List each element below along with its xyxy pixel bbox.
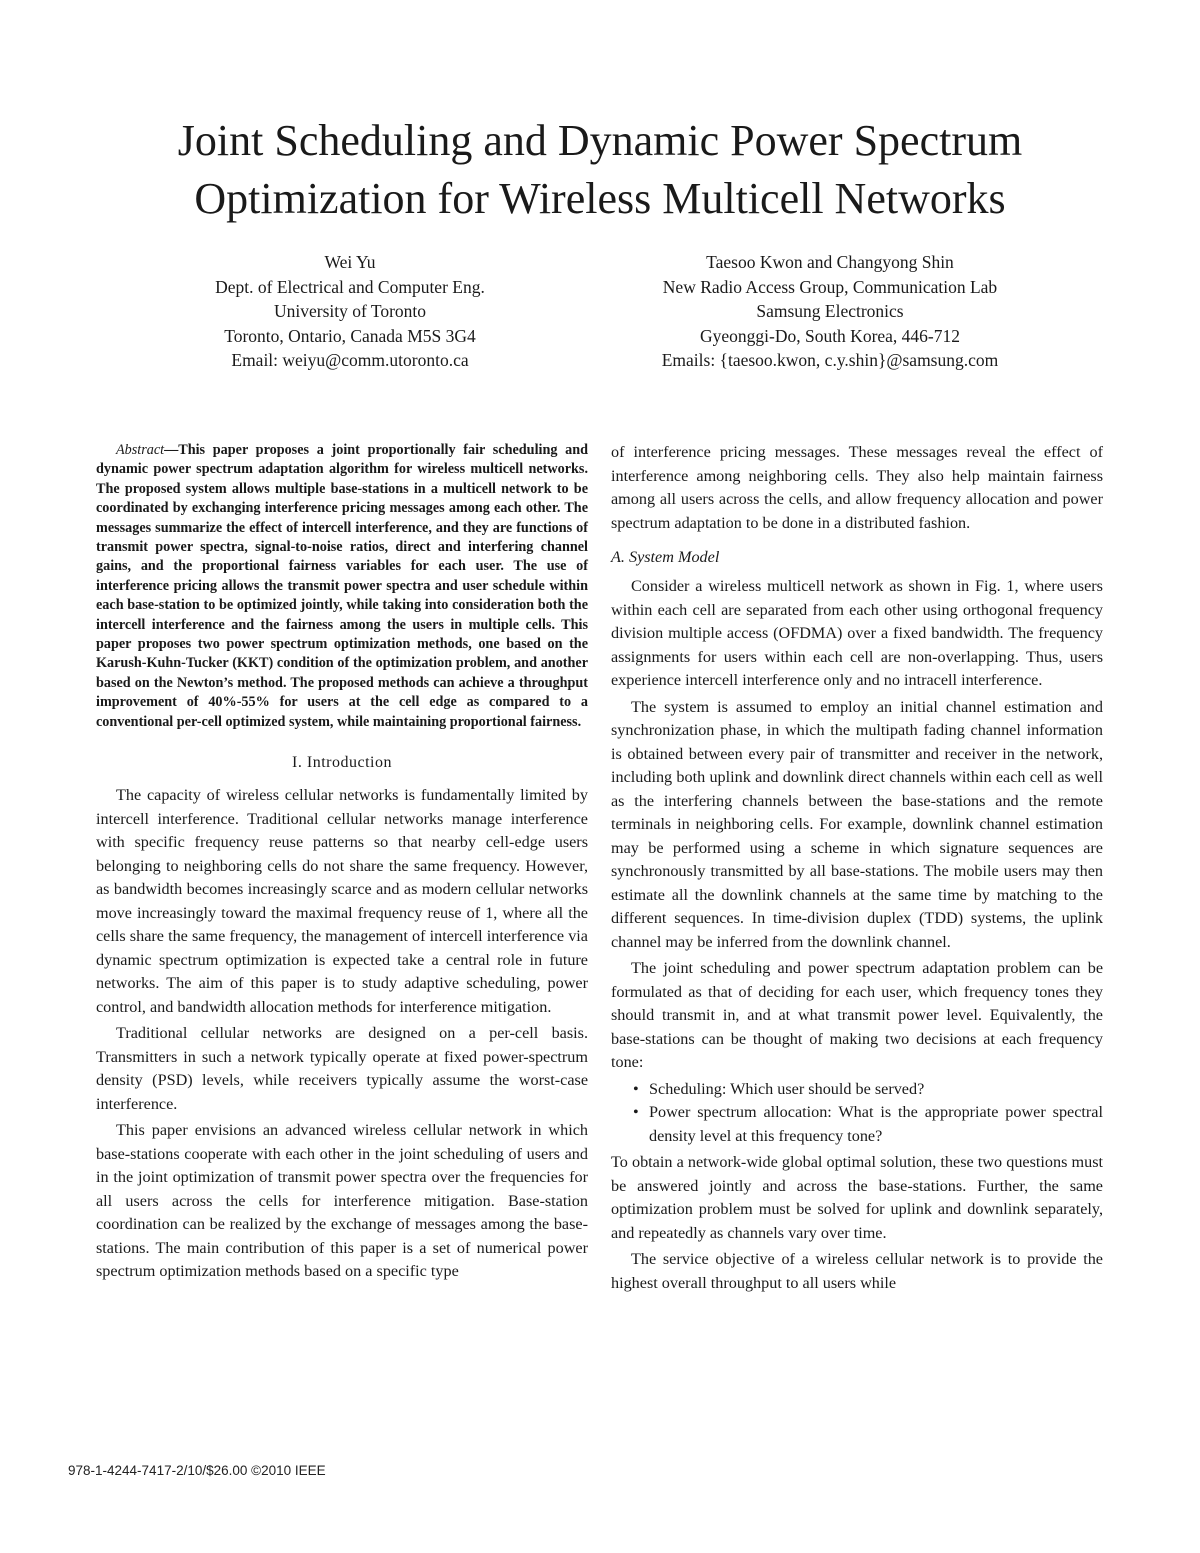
author-affiliation-line: Samsung Electronics [756,301,904,322]
author-email: Email: weiyu@comm.utoronto.ca [231,350,469,371]
paper-title [60,112,1140,228]
author-block-1 [150,250,550,373]
paragraph: Traditional cellular networks are designed on a per-cell basis. Transmitters in such a network typically operate at fixed power-spectrum density (PSD) levels, while receivers typically assume the worst-case interference. [96,1024,588,1113]
right-column [611,441,1103,1295]
paragraph: The service objective of a wireless cellular network is to provide the highest overall throughput to all users while [611,1250,1103,1292]
paragraph: The capacity of wireless cellular networks is fundamentally limited by intercell interference. Traditional cellular networks manage interference with specific frequency reuse patterns so that nearby cell-edge users belonging to neighboring cells do not share the same frequency. However, as bandwidth becomes increasingly scarce and as modern cellular networks move increasingly toward the maximal frequency reuse of 1, where all the cells share the same frequency, the management of intercell interference via dynamic spectrum optimization is expected take a central role in future networks. The aim of this paper is to study adaptive scheduling, power control, and bandwidth allocation methods for interference mitigation. [96,786,588,1016]
bullet-icon: • [633,1079,639,1098]
paragraph: To obtain a network-wide global optimal solution, these two questions must be answered jointly and across the base-stations. Further, the same optimization problem must be solved for uplink and downlink separately, and repeatedly as channels vary over time. [611,1153,1103,1242]
author-name: Taesoo Kwon and Changyong Shin [706,252,954,272]
author-affiliation-line: University of Toronto [273,301,427,322]
author-affiliation-line: Dept. of Electrical and Computer Eng. [215,276,485,297]
author-affiliation-line: Toronto, Ontario, Canada M5S 3G4 [224,325,476,346]
abstract-text: This paper proposes a joint proportionally fair scheduling and dynamic power spectrum adaptation algorithm for wireless multicell networks. The proposed system allows multiple base-stations in a multicell network to be coordinated by exchanging interference pricing messages among each other. The messages summarize the effect of intercell interference, and they are functions of transmit power spectra, signal-to-noise ratios, direct and interfering channel gains, and the proportional fairness variables for each user. The use of interference pricing allows the transmit power spectra and user schedule within each base-station to be optimized jointly, while taking into consideration both the intercell interference and the fairness among the users in multiple cells. This paper proposes two power spectrum optimization methods, one based on the Karush-Kuhn-Tucker (KKT) condition of the optimization problem, and another based on the Newton’s method. The proposed methods can achieve a throughput improvement of 40%-55% for users at the cell edge as compared to a conventional per-cell optimized system, while maintaining proportional fairness. [96,442,588,730]
paragraph: Consider a wireless multicell network as shown in Fig. 1, where users within each cell are separated from each other using orthogonal frequency division multiple access (OFDMA) over a fixed bandwidth. The frequency assignments for users within each cell are non-overlapping. Thus, users experience intercell interference only and no intracell interference. [611,577,1103,689]
subsection-heading-system-model: A. System Model [611,548,720,566]
paragraph-continuation: of interference pricing messages. These messages reveal the effect of interference among neighboring cells. They also help maintain fairness among all users across the cells, and allow frequency allocation and power spectrum adaptation to be done in a distributed fashion. [611,443,1103,532]
section-heading-introduction: I. Introduction [292,754,392,772]
author-affiliation-line: New Radio Access Group, Communication Lab [662,276,998,297]
paragraph: The system is assumed to employ an initial channel estimation and synchronization phase, in which the multipath fading channel information is obtained between every pair of transmitter and receiver in the network, including both uplink and downlink direct channels within each cell as well as the interfering channels between the base-stations and the remote terminals in neighboring cells. For example, downlink channel estimation may be performed using a scheme in which signature sequences are synchronously transmitted by all base-stations. The mobile users may then estimate all the downlink channels at the same time by matching to the different sequences. In time-division duplex (TDD) systems, the uplink channel may be inferred from the downlink channel. [611,697,1103,951]
author-email: Emails: {taesoo.kwon, c.y.shin}@samsung.com [661,350,999,371]
bullet-item [631,1078,1103,1102]
title-line-2: Optimization for Wireless Multicell Networks [194,174,1006,223]
title-line-1: Joint Scheduling and Dynamic Power Spectrum [177,116,1023,165]
bullet-text: Scheduling: Which user should be served? [649,1079,925,1098]
copyright-footer: 978-1-4244-7417-2/10/$26.00 ©2010 IEEE [68,1463,326,1478]
bullet-icon: • [633,1103,639,1121]
paragraph: This paper envisions an advanced wireless cellular network in which base-stations cooperate with each other in the joint scheduling of users and in the joint optimization of transmit power spectra over the frequencies for all users across the cells for interference mitigation. Base-station coordination can be realized by the exchange of messages among the base-stations. The main contribution of this paper is a set of numerical power spectrum optimization methods based on a specific type [96,1121,588,1281]
author-affiliation-line: Gyeonggi-Do, South Korea, 446-712 [699,325,961,346]
abstract-lead: Abstract [116,442,165,458]
author-block-2 [570,250,1090,373]
left-column [96,441,588,1284]
author-name: Wei Yu [324,252,376,272]
bullet-text: Power spectrum allocation: What is the appropriate power spectral density level at this frequency tone? [649,1103,1103,1145]
bullet-list [611,1078,1103,1149]
abstract [96,441,588,732]
abstract-dash: — [164,442,179,458]
bullet-item [631,1101,1103,1148]
paragraph: The joint scheduling and power spectrum adaptation problem can be formulated as that of deciding for each user, which frequency tones they should transmit in, and at what transmit power level. Equivalently, the base-stations can be thought of making two decisions at each frequency tone: [611,959,1103,1071]
